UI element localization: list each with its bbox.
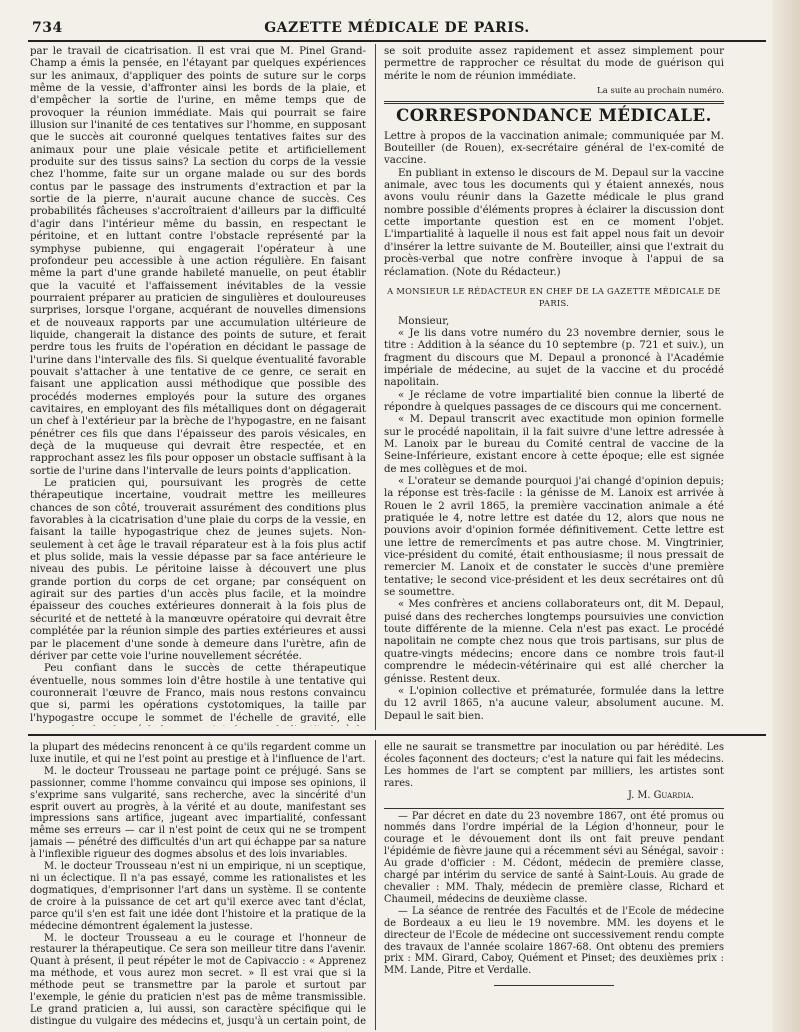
page-header <box>28 18 766 40</box>
journal-title: GAZETTE MÉDICALE DE PARIS. <box>264 20 530 36</box>
paragraph: la plupart des médecins renoncent à ce qu'ils regardent comme un luxe inutile, et qui ne l'est point au prestige et à l'influence de l'art. <box>30 742 366 765</box>
paragraph: Peu confiant dans le succès de cette thérapeutique éventuelle, nous sommes loin d'être hostile à une tentative qui couronnerait l'œuvre de Franco, mais nous restons convaincu que si, parmi les opérations cystotomiques, la taille par l'hypogastre occupe le sommet de l'échelle de gravité, elle <box>30 663 366 724</box>
section-title: CORRESPONDANCE MÉDICALE. <box>396 106 712 126</box>
header-rule <box>28 40 766 42</box>
news-item: — Par décret en date du 23 novembre 1867, ont été promus ou nommés dans l'ordre impérial de la Légion d'honneur, pour le courage et le dévouement dont ils ont fait preuve pendant l'épidémie de fièvre jaune qui a récemment sévi au Sénégal, savoir : Au grade d'officier : M. Cédont, médecin de première classe, chargé par intérim du service de santé à Saint-Louis. Au grade de chevalier : MM. Thaly, médecin de première classe, Richard et Chaumeil, médecins de deuxième classe. <box>384 810 724 905</box>
article-column-left <box>30 46 366 726</box>
news-item: — La séance de rentrée des Facultés et de l'Ecole de médecine de Bordeaux a eu lieu le 19 novembre. MM. les doyens et le directeur de l'Ecole de médecine ont successivement rendu compte des travaux de l'année scolaire 1867-68. Ont obtenu des premiers prix : MM. Girard, Caboy, Quément et Pinset; des deuxièmes prix : MM. Lande, Pitre et Verdalle. <box>384 905 724 977</box>
feuilleton-rule <box>28 734 766 736</box>
article-column-right <box>384 46 724 726</box>
paragraph: « Je réclame de votre impartialité bien connue la liberté de répondre à quelques passages de ce discours qui me concernent. <box>384 389 724 413</box>
letter-heading: Lettre à propos de la vaccination animale; communiquée par M. Bouteiller (de Rouen), ex-secrétaire général de l'ex-comité de vaccine. <box>384 130 724 167</box>
column-divider <box>375 740 376 1030</box>
paragraph: par le travail de cicatrisation. Il est vrai que M. Pinel Grand-Champ a émis la pensée, en l'étayant par quelques expériences sur les animaux, d'appliquer des points de suture sur le corps même de la vessie, d'affronter ainsi les bords de la plaie, et d'empêcher la sortie de l'urine, en même temps que de provoquer la réunion immédiate. Mais qui pourrait se faire illusion sur l'inanité de ces tentatives sur l'homme, en supposant que le succès ait couronné quelques tentatives faites sur des animaux pour une plaie vésicale petite et artificiellement produite sur des tissus sains? La section du corps de la vessie chez l'homme, faite sur un organe malade ou sur des bords contus par le passage des instruments d'extraction et par la sortie de la pierre, n'aurait aucune chance de succès. Ces probabilités fâcheuses s'accroîtraient d'ailleurs par la difficulté d'agir dans l'intérieur même du bassin, en respectant le péritoine, et en luttant contre l'obstacle représenté par la symphyse pubienne, qui engagerait l'opérateur à une profondeur peu accessible à une action régulière. En faisant même la part d'une grande habileté manuelle, on peut établir que la vacuité et l'affaissement inévitables de la vessie pourraient préparer au praticien de singulières et douloureuses surprises, lorsque l'organe, acquérant de nouvelles dimensions et de nouveaux rapports par une accumulation ultérieure de liquide, changerait la distance des points de suture, et ferait perdre tous les fruits de l'opération en décidant le passage de l'urine dans l'intervalle des fils. Si quelque éventualité favorable pouvait s'attacher à une tentative de ce genre, ce serait en faisant une application aussi méthodique que possible des procédés modernes employés pour la suture des organes cavitaires, en employant des fils métalliques dont on dégagerait un chef à l'extérieur par la brèche de l'hypogastre, en ne faisant pénétrer ces fils que dans l'épaisseur des parois vésicales, en deçà de la muqueuse qui devrait être respectée, et en rapprochant assez les fils pour opposer un obstacle suffisant à la sortie de l'urine dans l'intervalle de leurs points d'application. <box>30 46 366 477</box>
section-divider <box>384 101 724 104</box>
salutation: Monsieur, <box>398 315 450 327</box>
page-edge <box>772 0 800 1032</box>
paragraph: M. le docteur Trousseau n'est ni un empirique, ni un sceptique, ni un éclectique. Il n'a pas essayé, comme les rationalistes et les dogmatiques, d'emprisonner l'art dans un système. Il se contente de croire à la puissance de cet art qu'il exerce avec tant d'éclat, parce qu'il s'en est fait une idée dont l'histoire et la pratique de la médecine démontrent également la justesse. <box>30 861 366 932</box>
paragraph: elle ne saurait se transmettre par inoculation ou par hérédité. Les écoles façonnent des docteurs; c'est la nature qui fait les médecins. Les hommes de l'art se comptent par milliers, les artistes sont rares. <box>384 742 724 789</box>
paragraph: « L'opinion collective et prématurée, formulée dans la lettre du 12 avril 1865, n'a aucune valeur, absolument aucune. M. Depaul le sait bien. <box>384 685 724 722</box>
paragraph: « Mes confrères et anciens collaborateurs ont, dit M. Depaul, puisé dans des recherches longtemps poursuivies une conviction toute différente de la mienne. Cela n'est pas exact. Le procédé napolitain ne compte chez nous que trois partisans, sur plus de quatre-vingts médecins; encore dans ce nombre trois faut-il comprendre le médecin-vétérinaire qui est allé chercher la génisse. Restent deux. <box>384 599 724 685</box>
paragraph: « Je lis dans votre numéro du 23 novembre dernier, sous le titre : Addition à la séance du 10 septembre (p. 721 et suiv.), un fragment du discours que M. Depaul a prononcé à l'Académie impériale de médecine, au sujet de la vaccine et du procédé napolitain. <box>384 327 724 389</box>
end-rule <box>494 985 614 986</box>
column-divider <box>375 44 376 730</box>
feuilleton-column-right <box>384 742 724 1027</box>
paragraph: « L'orateur se demande pourquoi j'ai changé d'opinion depuis; la réponse est très-facile : la génisse de M. Lanoix est arrivée à Rouen le 2 avril 1865, la première vaccination animale a été pratiquée le 4, notre lettre est datée du 12, alors que nous ne pouvions avoir d'opinion formée définitivement. Cette lettre est une lettre de remercîments et pas autre chose. M. Vingtrinier, vice-président du comité, était enthousiasme; il nous pressait de remercier M. Lanoix et de constater le succès d'une première tentative; le second vice-président et les deux secrétaires ont dû se soumettre. <box>384 476 724 599</box>
page-number: 734 <box>32 20 63 36</box>
editor-note: En publiant in extenso le discours de M. Depaul sur la vaccine animale, avec tous les documents qui y étaient annexés, nous avons voulu réunir dans la Gazette médicale le plus grand nombre possible d'éléments propres à éclairer la discussion dont cette importante question est en ce moment l'objet. L'impartialité à laquelle il nous est fait appel nous fait un devoir d'insérer la lettre suivante de M. Bouteiller, ainsi que l'extrait du procès-verbal que notre confrère invoque à l'appui de sa réclamation. (Note du Rédacteur.) <box>384 167 724 278</box>
paragraph: M. le docteur Trousseau a eu le courage et l'honneur de restaurer la thérapeutique. Ce sera son meilleur titre dans l'avenir. Quant à présent, il peut répéter le mot de Capivaccio : « Apprenez ma méthode, et vous aurez mon secret. » Il est vrai que si la méthode peut se transmettre par la parole et surtout par l'exemple, le génie du praticien n'est pas de même transmissible. Le grand praticien a, lui aussi, son caractère spécifique qui le distingue du vulgaire des médecins et, jusqu'à un certain point, de <box>30 932 366 1027</box>
paragraph: « M. Depaul transcrit avec exactitude mon opinion formelle sur le procédé napolitain, il la fait suivre d'une lettre adressée à M. Lanoix par le bureau du Comité central de vaccine de la Seine-Inférieure, existant encore à cette époque; elle est signée de mes collègues et de moi. <box>384 414 724 475</box>
news-divider <box>384 808 724 809</box>
author-signature: J. M. Guardia. <box>627 789 694 801</box>
paragraph: se soit produite assez rapidement et assez simplement pour permettre de rapprocher ce résultat du mode de guérison qui mérite le nom de réunion immédiate. <box>384 46 724 82</box>
feuilleton-column-left <box>30 742 366 1027</box>
continued-note: La suite au prochain numéro. <box>597 86 724 97</box>
paragraph: Le praticien qui, poursuivant les progrès de cette thérapeutique incertaine, voudrait mettre les meilleures chances de son côté, trouverait assurément des conditions plus favorables à la cicatrisation d'une plaie du corps de la vessie, en faisant la taille hypogastrique chez de jeunes sujets. Non-seulement à cet âge le travail réparateur est à la fois plus actif et plus solide, mais la vessie dépasse par sa face antérieure le niveau des pubis. Le péritoine laisse à découvert une plus grande portion du corps de cet organe; par conséquent on agirait sur des parties d'un accès plus facile, et la moindre épaisseur des couches extérieures donnerait à la fois plus de sécurité et de netteté à la manœuvre opératoire qui devrait être complétée par la réunion simple des parties extérieures et aussi par le placement d'une sonde à demeure dans l'urètre, afin de dériver par cette voie l'urine nouvellement sécrétée. <box>30 478 366 662</box>
paragraph: M. le docteur Trousseau ne partage point ce préjugé. Sans se passionner, comme l'homme convaincu qui impose ses opinions, il s'exprime sans vulgarité, sans recherche, avec la sincérité d'un esprit ouvert au progrès, à la vérité et au doute, manifestant ses impressions sans artifice, jugeant avec impartialité, confessant même ses erreurs — car il n'est point de ceux qui ne se trompent jamais — pénétré des difficultés d'un art qui échappe par sa nature à l'inflexible rigueur des dogmes absolus et des lois invariables. <box>30 765 366 861</box>
letter-addressee: A MONSIEUR LE RÉDACTEUR EN CHEF DE LA GAZETTE MÉDICALE DE PARIS. <box>387 285 721 309</box>
